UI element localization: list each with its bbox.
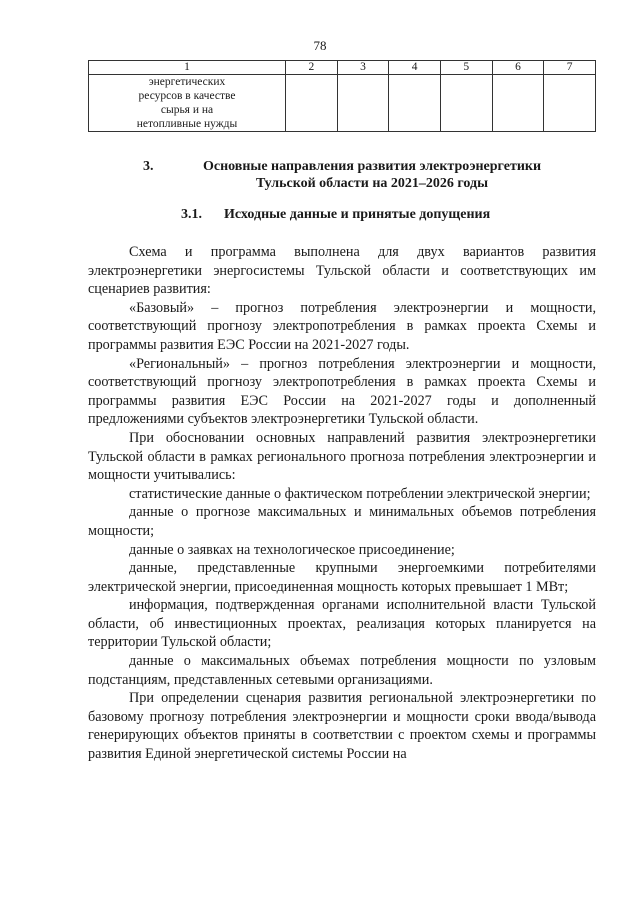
section-3-heading xyxy=(88,158,596,192)
paragraph: Схема и программа выполнена для двух вариантов развития электроэнергетики энергосистемы Тульской области и соответствующих им сценариев развития: xyxy=(88,244,596,298)
paragraph: данные, представленные крупными энергоемкими потребителями электрической энергии, присоединенная мощность которых превышает 1 МВт; xyxy=(88,560,596,595)
section-3-1-number: 3.1. xyxy=(181,207,202,222)
table-row xyxy=(89,75,596,132)
empty-cell xyxy=(337,75,389,132)
row-label-cell xyxy=(89,75,286,132)
paragraph: данные о прогнозе максимальных и минимальных объемов потребления мощности; xyxy=(88,504,596,539)
empty-cell xyxy=(544,75,596,132)
section-3-number: 3. xyxy=(143,159,154,174)
empty-cell xyxy=(492,75,544,132)
header-cell-6: 6 xyxy=(492,61,544,75)
row-label-line: нетопливные нужды xyxy=(136,118,238,130)
table-header-row xyxy=(89,61,596,75)
continuation-table xyxy=(88,60,596,132)
header-cell-3: 3 xyxy=(337,61,389,75)
section-3-title-line1: Основные направления развития электроэнергетики xyxy=(202,159,542,174)
paragraph: «Базовый» – прогноз потребления электроэнергии и мощности, соответствующий прогнозу электропотребления в рамках проекта Схемы и программы развития ЕЭС России на 2021-2027 годы. xyxy=(88,299,596,353)
header-cell-5: 5 xyxy=(440,61,492,75)
empty-cell xyxy=(286,75,338,132)
row-label-line: ресурсов в качестве xyxy=(138,90,236,102)
row-label-line: энергетических xyxy=(148,76,226,88)
section-3-title xyxy=(88,158,596,192)
header-cell-4: 4 xyxy=(389,61,441,75)
header-cell-1: 1 xyxy=(89,61,286,75)
header-cell-2: 2 xyxy=(286,61,338,75)
paragraph: информация, подтвержденная органами исполнительной власти Тульской области, об инвестиционных проектах, реализация которых планируется на территории Тульской области; xyxy=(88,597,596,651)
page-number: 78 xyxy=(313,38,327,53)
paragraph: данные о максимальных объемах потребления мощности по узловым подстанциям, представленных сетевыми организациями. xyxy=(88,653,596,688)
header-cell-7: 7 xyxy=(544,61,596,75)
paragraph: статистические данные о фактическом потреблении электрической энергии; xyxy=(129,485,591,502)
body-text xyxy=(88,243,596,764)
paragraph: При определении сценария развития региональной электроэнергетики по базовому прогнозу потребления электроэнергии и мощности сроки ввода/вывода генерирующих объектов приняты в соответствии с проектом схемы и программы развития Единой энергетической системы России на xyxy=(88,690,596,763)
empty-cell xyxy=(440,75,492,132)
paragraph: При обосновании основных направлений развития электроэнергетики Тульской области в рамках регионального прогноза потребления электроэнергии и мощности учитывались: xyxy=(88,429,596,484)
paragraph: данные о заявках на технологическое присоединение; xyxy=(129,541,455,558)
section-3-title-line2: Тульской области на 2021–2026 годы xyxy=(255,176,489,191)
paragraph: «Региональный» – прогноз потребления электроэнергии и мощности, соответствующий прогнозу электропотребления в рамках проекта Схемы и программы развития ЕЭС России на 2021-2027 годы и дополненный предложениями субъектов электроэнергетики Тульской области. xyxy=(88,355,596,428)
section-3-1-title: Исходные данные и принятые допущения xyxy=(224,207,491,222)
empty-cell xyxy=(389,75,441,132)
row-label-line: сырья и на xyxy=(160,104,214,116)
